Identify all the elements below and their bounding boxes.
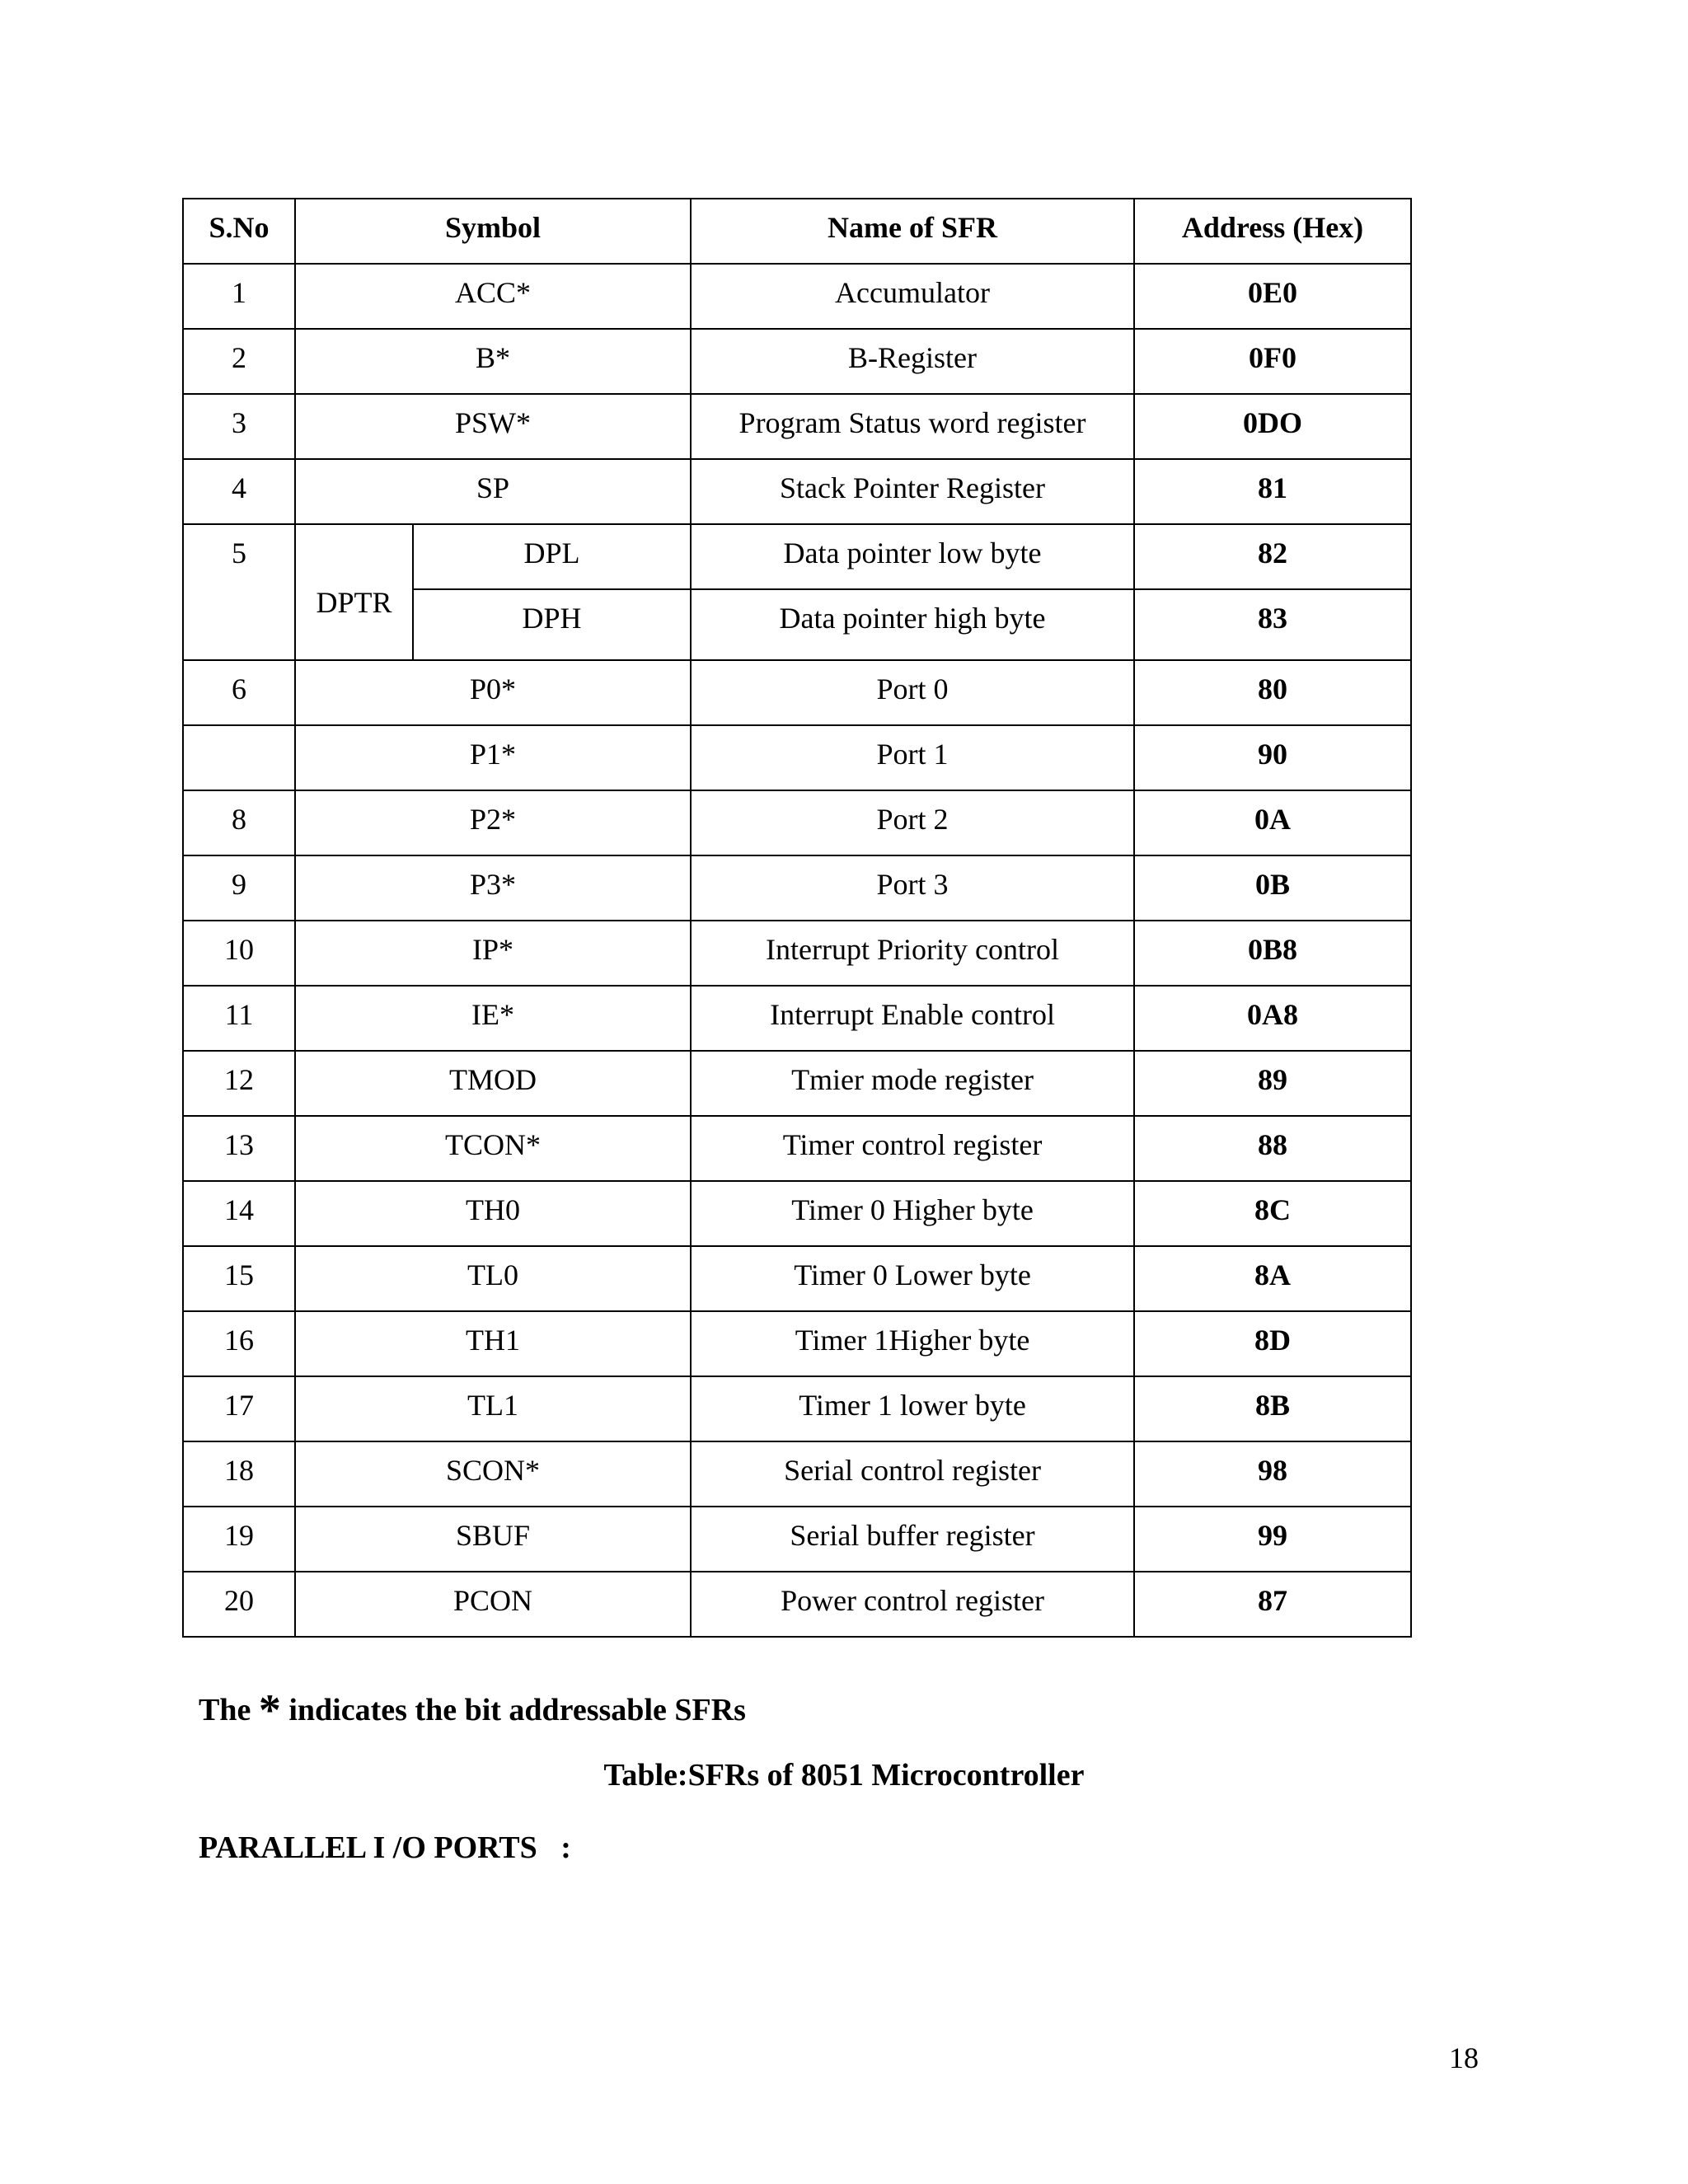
cell-address: 89 [1134,1051,1411,1116]
cell-name: Timer 1Higher byte [691,1311,1134,1376]
cell-address: 0A [1134,790,1411,855]
cell-name: Timer 1 lower byte [691,1376,1134,1441]
cell-address: 0B8 [1134,921,1411,986]
cell-address: 0F0 [1134,329,1411,394]
cell-sno: 12 [183,1051,295,1116]
table-row [183,1051,1411,1116]
cell-symbol: TCON* [295,1116,691,1181]
cell-name: Port 1 [691,725,1134,790]
table-row [183,1507,1411,1572]
cell-symbol: PCON [295,1572,691,1637]
cell-name: Port 2 [691,790,1134,855]
page-number: 18 [1449,2041,1479,2074]
cell-address: 8A [1134,1246,1411,1311]
cell-address: 0B [1134,855,1411,921]
cell-name: Serial buffer register [691,1507,1134,1572]
cell-name: Timer control register [691,1116,1134,1181]
cell-sno: 3 [183,394,295,459]
cell-sno: 2 [183,329,295,394]
table-row [183,1441,1411,1507]
cell-address: 0E0 [1134,264,1411,329]
cell-sno: 18 [183,1441,295,1507]
header-symbol: Symbol [295,199,691,264]
table-header-row [183,199,1411,264]
cell-name: Data pointer high byte [691,589,1134,660]
cell-symbol: P0* [295,660,691,725]
cell-sno: 16 [183,1311,295,1376]
cell-name: Port 3 [691,855,1134,921]
sfr-table [182,198,1412,1638]
cell-symbol: P2* [295,790,691,855]
cell-symbol: TL0 [295,1246,691,1311]
table-row [183,329,1411,394]
table-row [183,459,1411,524]
cell-address: 0DO [1134,394,1411,459]
bit-addressable-note [199,1680,746,1735]
table-row [183,264,1411,329]
header-name: Name of SFR [691,199,1134,264]
cell-sno: 6 [183,660,295,725]
cell-sno: 4 [183,459,295,524]
cell-name: Interrupt Priority control [691,921,1134,986]
cell-sno: 15 [183,1246,295,1311]
cell-sno: 10 [183,921,295,986]
cell-address: 99 [1134,1507,1411,1572]
cell-address: 87 [1134,1572,1411,1637]
table-row [183,1311,1411,1376]
cell-address: 8C [1134,1181,1411,1246]
cell-symbol: B* [295,329,691,394]
cell-symbol: TH0 [295,1181,691,1246]
cell-symbol: TH1 [295,1311,691,1376]
cell-symbol: P3* [295,855,691,921]
cell-name: Interrupt Enable control [691,986,1134,1051]
cell-symbol: TL1 [295,1376,691,1441]
cell-address: 82 [1134,524,1411,589]
cell-sno: 13 [183,1116,295,1181]
cell-symbol: ACC* [295,264,691,329]
table-row [183,1116,1411,1181]
cell-symbol: SBUF [295,1507,691,1572]
table-row [183,660,1411,725]
cell-name: Power control register [691,1572,1134,1637]
table-row [183,1376,1411,1441]
cell-address: 83 [1134,589,1411,660]
table-row [183,394,1411,459]
cell-sno: 14 [183,1181,295,1246]
header-address: Address (Hex) [1134,199,1411,264]
cell-group-dptr: DPTR [295,524,413,660]
header-sno: S.No [183,199,295,264]
cell-name: Program Status word register [691,394,1134,459]
cell-name: Timer 0 Lower byte [691,1246,1134,1311]
table-row [183,725,1411,790]
cell-sno: 19 [183,1507,295,1572]
cell-symbol: IP* [295,921,691,986]
cell-symbol: SP [295,459,691,524]
cell-address: 90 [1134,725,1411,790]
cell-symbol: P1* [295,725,691,790]
cell-name: Data pointer low byte [691,524,1134,589]
cell-name: Port 0 [691,660,1134,725]
cell-address: 88 [1134,1116,1411,1181]
table-row [183,1246,1411,1311]
cell-sno: 20 [183,1572,295,1637]
cell-name: Timer 0 Higher byte [691,1181,1134,1246]
cell-symbol: DPH [413,589,691,660]
note-prefix: The [199,1693,251,1727]
table-row [183,1181,1411,1246]
cell-sno: 8 [183,790,295,855]
cell-sno [183,725,295,790]
cell-name: Stack Pointer Register [691,459,1134,524]
cell-sno: 1 [183,264,295,329]
table-row [183,986,1411,1051]
cell-address: 8B [1134,1376,1411,1441]
cell-address: 0A8 [1134,986,1411,1051]
cell-name: Accumulator [691,264,1134,329]
table-caption: Table:SFRs of 8051 Microcontroller [603,1758,1085,1793]
cell-name: Tmier mode register [691,1051,1134,1116]
cell-sno: 11 [183,986,295,1051]
cell-address: 98 [1134,1441,1411,1507]
table-row [183,1572,1411,1637]
note-text: indicates the bit addressable SFRs [288,1693,746,1727]
table-row [183,921,1411,986]
cell-symbol: IE* [295,986,691,1051]
cell-sno: 5 [183,524,295,660]
cell-sno: 17 [183,1376,295,1441]
cell-address: 80 [1134,660,1411,725]
cell-address: 8D [1134,1311,1411,1376]
cell-symbol: TMOD [295,1051,691,1116]
section-heading: PARALLEL I /O PORTS : [199,1830,571,1865]
table-row [183,524,1411,589]
cell-address: 81 [1134,459,1411,524]
table-row [183,790,1411,855]
cell-name: Serial control register [691,1441,1134,1507]
asterisk-symbol: * [258,1685,281,1735]
table-row [183,855,1411,921]
cell-symbol: SCON* [295,1441,691,1507]
cell-name: B-Register [691,329,1134,394]
cell-symbol: DPL [413,524,691,589]
cell-symbol: PSW* [295,394,691,459]
cell-sno: 9 [183,855,295,921]
